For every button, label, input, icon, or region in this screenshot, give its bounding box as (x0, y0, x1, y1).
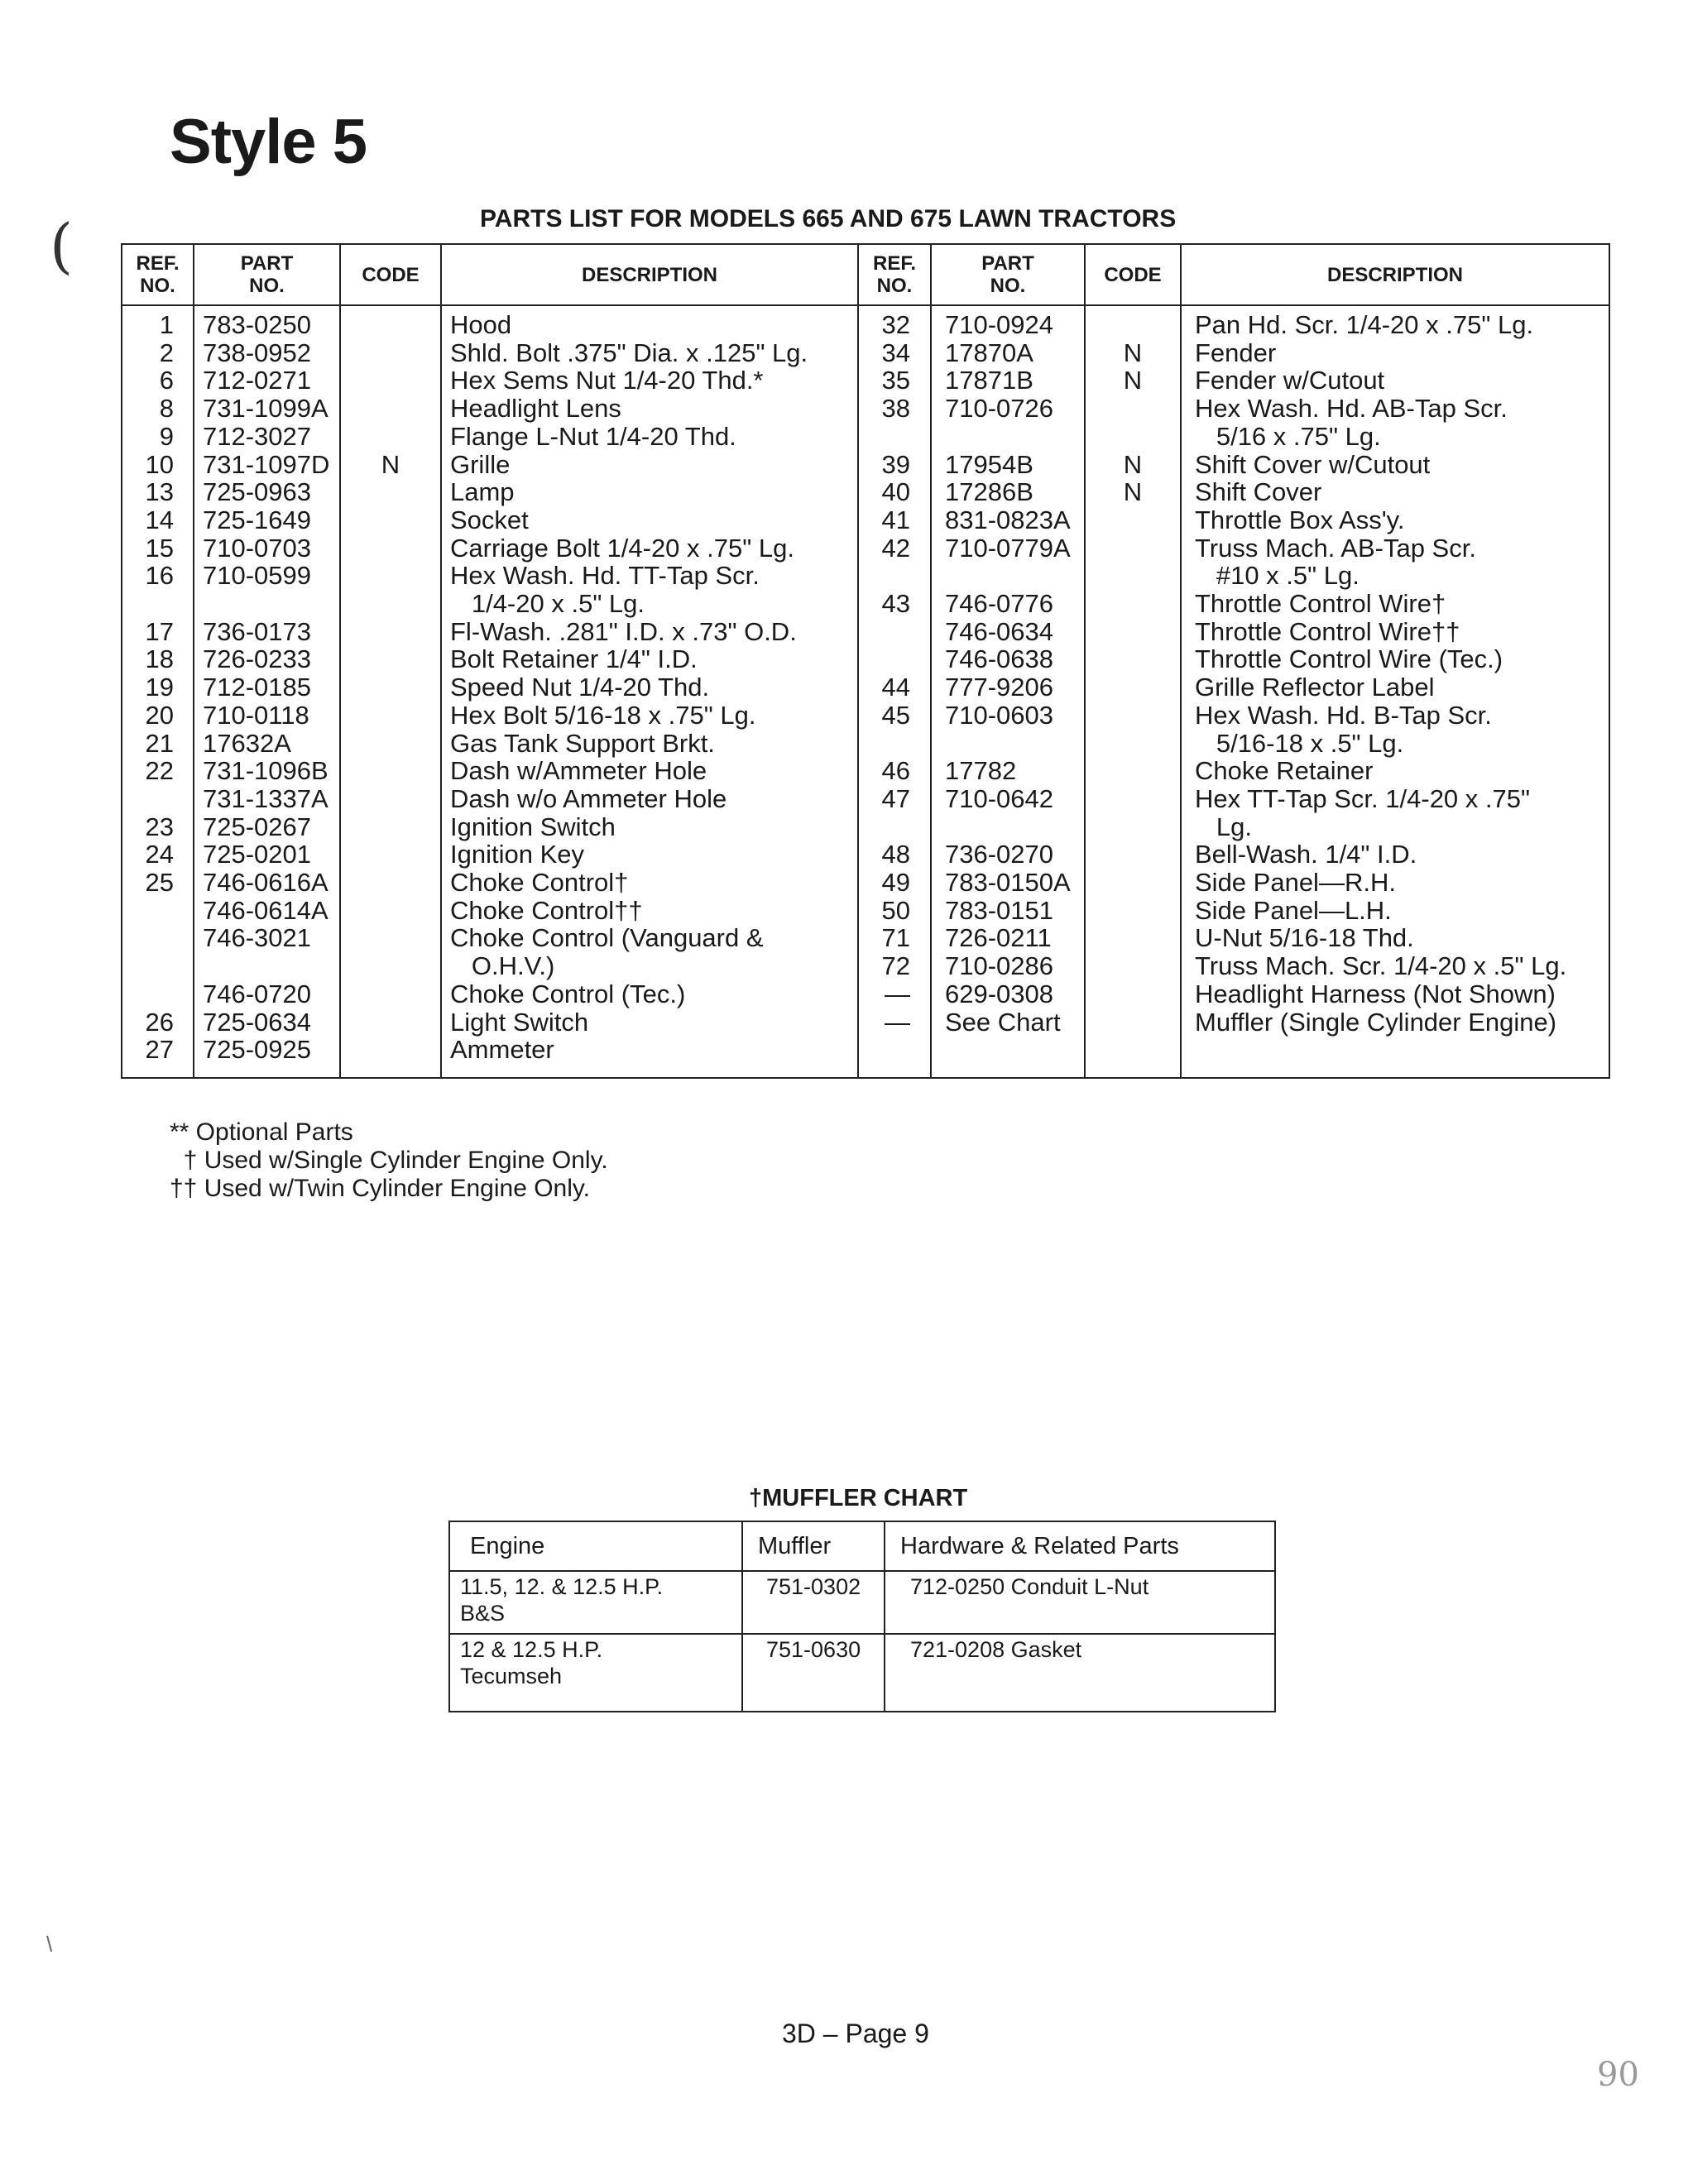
description-cell: Throttle Control Wire (Tec.) (1195, 644, 1503, 674)
part-no-cell: 746-3021 (203, 923, 312, 953)
ref-no-cell: 23 (145, 812, 174, 841)
ref-no-cell: 6 (159, 366, 174, 395)
part-no-cell: 629-0308 (945, 979, 1054, 1008)
header-description: DESCRIPTION (581, 263, 717, 286)
description-cell: 5/16 x .75" Lg. (1195, 421, 1381, 451)
corner-mark: 90 (1597, 2056, 1639, 2094)
page-number: 3D – Page 9 (782, 2019, 929, 2048)
part-no-cell: 710-0599 (203, 561, 312, 591)
ref-no-cell: 32 (881, 310, 910, 339)
part-no-cell: 783-0150A (945, 868, 1071, 897)
page-heading: Style 5 (170, 107, 367, 177)
part-no-cell: 712-0185 (203, 673, 312, 702)
description-cell: Light Switch (450, 1007, 589, 1037)
description-cell: Hex Wash. Hd. TT-Tap Scr. (450, 561, 760, 591)
part-no-cell: 710-0642 (945, 783, 1054, 813)
footnote-line: ** Optional Parts (170, 1118, 353, 1146)
ref-no-cell: 22 (145, 756, 174, 786)
part-no-cell: 736-0270 (945, 840, 1054, 869)
description-cell: Shift Cover w/Cutout (1195, 449, 1431, 479)
part-no-cell: 746-0616A (203, 868, 328, 897)
ref-no-cell: 19 (145, 673, 174, 702)
part-no-cell: 746-0638 (945, 644, 1054, 674)
description-cell: Ammeter (450, 1035, 554, 1065)
description-cell: Grille Reflector Label (1195, 673, 1435, 702)
description-cell: Hex Bolt 5/16-18 x .75" Lg. (450, 700, 756, 730)
ref-no-cell: 13 (145, 477, 174, 507)
description-cell: Truss Mach. AB-Tap Scr. (1195, 533, 1476, 563)
part-no-cell: 738-0952 (203, 338, 312, 367)
header-ref-no: REF. NO. (136, 252, 180, 297)
part-no-cell: 710-0603 (945, 700, 1054, 730)
ref-no-cell: 17 (145, 616, 174, 646)
description-cell: Fender (1195, 338, 1277, 367)
part-no-cell: 710-0118 (203, 700, 309, 730)
ref-no-cell: 27 (145, 1035, 174, 1065)
description-cell: Side Panel—L.H. (1195, 895, 1392, 925)
part-no-cell: 746-0776 (945, 589, 1054, 618)
part-no-cell: 725-0201 (203, 840, 312, 869)
part-no-cell: 17870A (945, 338, 1033, 367)
ref-no-cell: — (885, 979, 910, 1008)
ref-no-cell: 34 (881, 338, 910, 367)
part-no-cell: 17632A (203, 728, 291, 758)
description-cell: Gas Tank Support Brkt. (450, 728, 715, 758)
description-cell: Dash w/Ammeter Hole (450, 756, 707, 786)
muffler-chart-title: †MUFFLER CHART (749, 1485, 968, 1511)
ref-no-cell: 2 (159, 338, 174, 367)
muffler-header-hardware: Hardware & Related Parts (900, 1532, 1179, 1559)
ref-no-cell: 48 (881, 840, 910, 869)
description-cell: Choke Retainer (1195, 756, 1374, 786)
ref-no-cell: 10 (145, 449, 174, 479)
description-cell: 5/16-18 x .5" Lg. (1195, 728, 1404, 758)
ref-no-cell: 46 (881, 756, 910, 786)
description-cell: Socket (450, 505, 529, 534)
part-no-cell: 726-0233 (203, 644, 312, 674)
part-no-cell: 712-0271 (203, 366, 312, 395)
description-cell: Carriage Bolt 1/4-20 x .75" Lg. (450, 533, 794, 563)
code-cell: N (1123, 449, 1143, 479)
part-no-cell: 710-0286 (945, 951, 1054, 981)
ref-no-cell: 43 (881, 589, 910, 618)
description-cell: Lamp (450, 477, 515, 507)
ref-no-cell: 35 (881, 366, 910, 395)
parts-table (121, 243, 1610, 1079)
ref-no-cell: 15 (145, 533, 174, 563)
ref-no-cell: 50 (881, 895, 910, 925)
header-part-no: PART NO. (981, 252, 1034, 297)
ref-no-cell: 41 (881, 505, 910, 534)
footnote-line: †† Used w/Twin Cylinder Engine Only. (170, 1175, 591, 1202)
ref-no-cell: 25 (145, 868, 174, 897)
description-cell: Speed Nut 1/4-20 Thd. (450, 673, 710, 702)
description-cell: Lg. (1195, 812, 1252, 841)
part-no-cell: 736-0173 (203, 616, 312, 646)
muffler-cell: 751-0630 (766, 1637, 861, 1662)
description-cell: Bolt Retainer 1/4" I.D. (450, 644, 698, 674)
ref-no-cell: 24 (145, 840, 174, 869)
ref-no-cell: 20 (145, 700, 174, 730)
ref-no-cell: 38 (881, 394, 910, 424)
description-cell: Throttle Control Wire†† (1195, 616, 1460, 646)
description-cell: Choke Control†† (450, 895, 643, 925)
muffler-chart (448, 1521, 1276, 1712)
description-cell: Grille (450, 449, 511, 479)
description-cell: Shld. Bolt .375" Dia. x .125" Lg. (450, 338, 808, 367)
code-cell: N (1123, 366, 1143, 395)
part-no-cell: 731-1096B (203, 756, 328, 786)
description-cell: Hex Wash. Hd. AB-Tap Scr. (1195, 394, 1508, 424)
part-no-cell: 710-0924 (945, 310, 1054, 339)
code-cell: N (381, 449, 400, 479)
part-no-cell: 746-0614A (203, 895, 328, 925)
description-cell: Ignition Key (450, 840, 584, 869)
ref-no-cell: 42 (881, 533, 910, 563)
description-cell: #10 x .5" Lg. (1195, 561, 1360, 591)
description-cell: Choke Control† (450, 868, 629, 897)
description-cell: Fl-Wash. .281" I.D. x .73" O.D. (450, 616, 797, 646)
part-no-cell: 726-0211 (945, 923, 1052, 953)
description-cell: Bell-Wash. 1/4" I.D. (1195, 840, 1417, 869)
muffler-header-engine: Engine (470, 1532, 545, 1559)
description-cell: Pan Hd. Scr. 1/4-20 x .75" Lg. (1195, 310, 1534, 339)
ref-no-cell: 16 (145, 561, 174, 591)
ref-no-cell: 18 (145, 644, 174, 674)
hardware-cell: 712-0250 Conduit L-Nut (910, 1574, 1149, 1599)
part-no-cell: 746-0720 (203, 979, 312, 1008)
engine-cell: 12 & 12.5 H.P. (460, 1637, 603, 1662)
description-cell: Headlight Lens (450, 394, 621, 424)
code-cell: N (1123, 477, 1143, 507)
hardware-cell: 721-0208 Gasket (910, 1637, 1082, 1662)
part-no-cell: 17286B (945, 477, 1033, 507)
part-no-cell: 17954B (945, 449, 1033, 479)
description-cell: 1/4-20 x .5" Lg. (450, 589, 645, 618)
ref-no-cell: 49 (881, 868, 910, 897)
margin-paren-mark: ( (50, 211, 74, 280)
part-no-cell: 725-0634 (203, 1007, 312, 1037)
description-cell: Hex TT-Tap Scr. 1/4-20 x .75" (1195, 783, 1530, 813)
description-cell: Shift Cover (1195, 477, 1322, 507)
part-no-cell: 731-1097D (203, 449, 330, 479)
ref-no-cell: 40 (881, 477, 910, 507)
description-cell: Dash w/o Ammeter Hole (450, 783, 727, 813)
description-cell: Choke Control (Tec.) (450, 979, 686, 1008)
description-cell: Hex Wash. Hd. B-Tap Scr. (1195, 700, 1492, 730)
part-no-cell: See Chart (945, 1007, 1061, 1037)
description-cell: Choke Control (Vanguard & (450, 923, 764, 953)
ref-no-cell: 21 (145, 728, 174, 758)
description-cell: O.H.V.) (450, 951, 555, 981)
part-no-cell: 731-1099A (203, 394, 328, 424)
description-cell: Hex Sems Nut 1/4-20 Thd.* (450, 366, 764, 395)
ref-no-cell: 9 (159, 421, 174, 451)
margin-tick-mark: \ (46, 1932, 53, 1956)
part-no-cell: 712-3027 (203, 421, 312, 451)
part-no-cell: 725-0925 (203, 1035, 312, 1065)
ref-no-cell: 26 (145, 1007, 174, 1037)
part-no-cell: 17782 (945, 756, 1017, 786)
ref-no-cell: 72 (881, 951, 910, 981)
parts-table-title: PARTS LIST FOR MODELS 665 AND 675 LAWN TRACTORS (480, 205, 1177, 232)
description-cell: Throttle Box Ass'y. (1195, 505, 1405, 534)
description-cell: Muffler (Single Cylinder Engine) (1195, 1007, 1557, 1037)
part-no-cell: 17871B (945, 366, 1033, 395)
part-no-cell: 783-0151 (945, 895, 1054, 925)
header-description: DESCRIPTION (1326, 263, 1463, 286)
footnote-line: † Used w/Single Cylinder Engine Only. (170, 1147, 608, 1174)
part-no-cell: 725-1649 (203, 505, 312, 534)
part-no-cell: 725-0267 (203, 812, 312, 841)
part-no-cell: 746-0634 (945, 616, 1054, 646)
engine-cell: Tecumseh (460, 1664, 563, 1688)
part-no-cell: 710-0726 (945, 394, 1054, 424)
description-cell: Ignition Switch (450, 812, 616, 841)
code-cell: N (1123, 338, 1143, 367)
description-cell: Truss Mach. Scr. 1/4-20 x .5" Lg. (1195, 951, 1567, 981)
ref-no-cell: 1 (159, 310, 174, 339)
muffler-cell: 751-0302 (766, 1574, 861, 1599)
description-cell: Throttle Control Wire† (1195, 589, 1446, 618)
part-no-cell: 710-0779A (945, 533, 1071, 563)
part-no-cell: 725-0963 (203, 477, 312, 507)
ref-no-cell: — (885, 1007, 910, 1037)
description-cell: Headlight Harness (Not Shown) (1195, 979, 1556, 1008)
part-no-cell: 710-0703 (203, 533, 312, 563)
part-no-cell: 831-0823A (945, 505, 1071, 534)
ref-no-cell: 39 (881, 449, 910, 479)
description-cell: Hood (450, 310, 512, 339)
description-cell: Side Panel—R.H. (1195, 868, 1396, 897)
engine-cell: 11.5, 12. & 12.5 H.P. (460, 1574, 664, 1599)
ref-no-cell: 14 (145, 505, 174, 534)
muffler-header-muffler: Muffler (758, 1532, 832, 1559)
ref-no-cell: 44 (881, 673, 910, 702)
header-code: CODE (1104, 263, 1162, 286)
ref-no-cell: 71 (881, 923, 910, 953)
header-code: CODE (362, 263, 420, 286)
ref-no-cell: 45 (881, 700, 910, 730)
description-cell: Fender w/Cutout (1195, 366, 1385, 395)
ref-no-cell: 8 (159, 394, 174, 424)
engine-cell: B&S (460, 1601, 506, 1626)
part-no-cell: 777-9206 (945, 673, 1054, 702)
description-cell: Flange L-Nut 1/4-20 Thd. (450, 421, 736, 451)
part-no-cell: 783-0250 (203, 310, 312, 339)
header-part-no: PART NO. (240, 252, 294, 297)
ref-no-cell: 47 (881, 783, 910, 813)
header-ref-no: REF. NO. (872, 252, 916, 297)
description-cell: U-Nut 5/16-18 Thd. (1195, 923, 1414, 953)
part-no-cell: 731-1337A (203, 783, 328, 813)
